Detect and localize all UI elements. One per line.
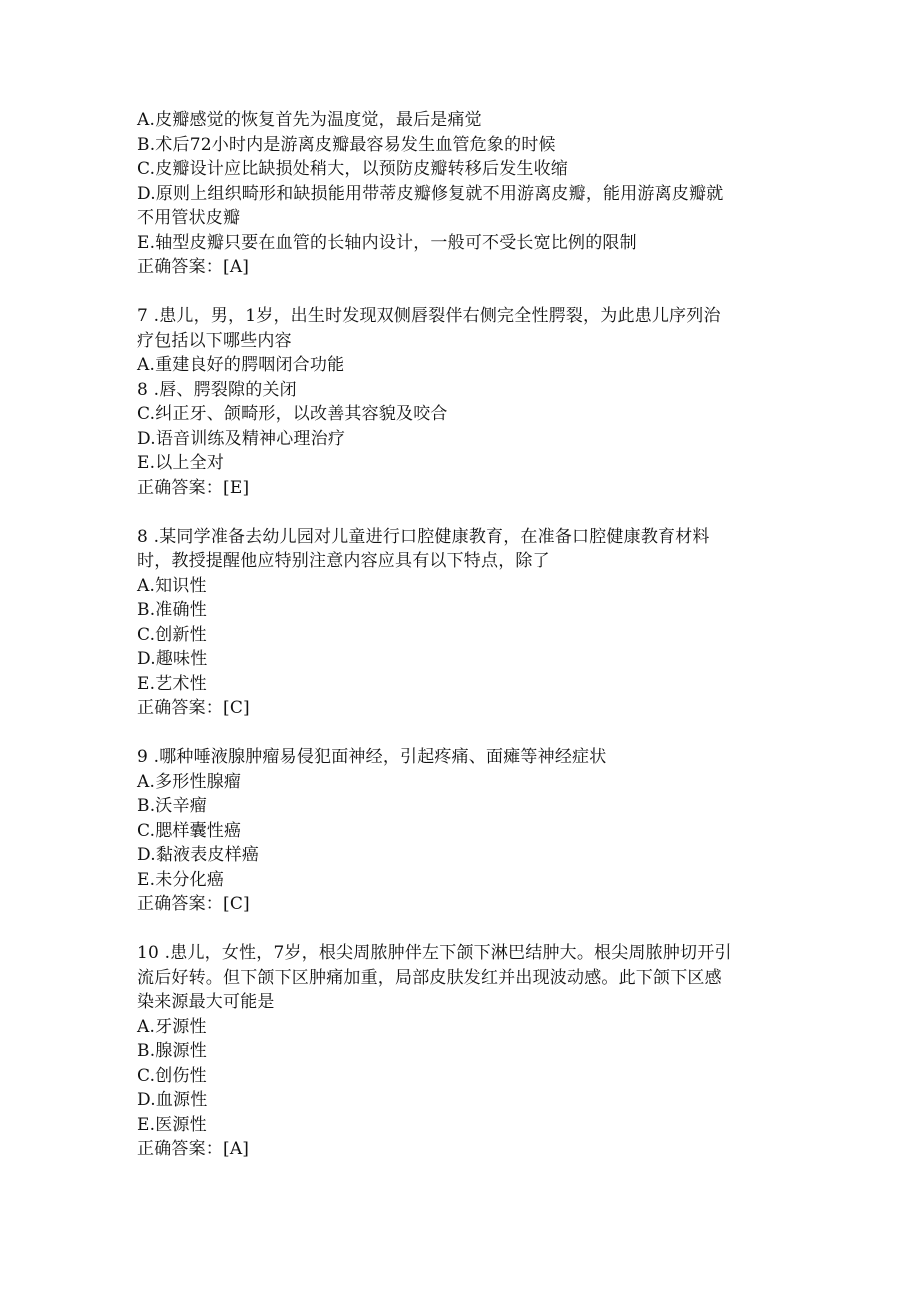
option-d: D.黏液表皮样癌 — [137, 845, 260, 865]
option-c: C.皮瓣设计应比缺损处稍大，以预防皮瓣转移后发生收缩 — [137, 159, 569, 179]
option-e: E.医源性 — [137, 1114, 207, 1135]
option-d: D.语音训练及精神心理治疗 — [137, 428, 346, 449]
option-d: D.趣味性 — [137, 649, 208, 669]
option-b: 8 .唇、腭裂隙的关闭 — [137, 379, 297, 400]
option-a: A.重建良好的腭咽闭合功能 — [137, 355, 345, 375]
answer: 正确答案：[C] — [137, 894, 250, 914]
answer: 正确答案：[A] — [137, 257, 250, 277]
question-stem-continued: 时，教授提醒他应特别注意内容应具有以下特点，除了 — [137, 551, 550, 571]
option-a: A.知识性 — [137, 575, 207, 596]
answer: 正确答案：[C] — [137, 698, 250, 718]
question-stem: 10 .患儿，女性，7岁，根尖周脓肿伴左下颌下淋巴结肿大。根尖周脓肿切开引 — [137, 943, 732, 963]
option-e: E.以上全对 — [137, 453, 225, 473]
question-stem-continued: 流后好转。但下颌下区肿痛加重，局部皮肤发红并出现波动感。此下颌下区感 — [137, 967, 722, 988]
option-c: C.创新性 — [137, 624, 207, 645]
question-stem: 7 .患儿，男，1岁，出生时发现双侧唇裂伴右侧完全性腭裂，为此患儿序列治 — [137, 306, 721, 326]
question-6-tail — [137, 108, 777, 280]
option-c: C.创伤性 — [137, 1065, 207, 1086]
option-b: B.术后72小时内是游离皮瓣最容易发生血管危象的时候 — [137, 134, 556, 155]
question-10 — [137, 941, 777, 1162]
question-stem: 9 .哪种唾液腺肿瘤易侵犯面神经，引起疼痛、面瘫等神经症状 — [137, 747, 607, 767]
option-d: D.原则上组织畸形和缺损能用带蒂皮瓣修复就不用游离皮瓣，能用游离皮瓣就 — [137, 183, 724, 204]
answer: 正确答案：[A] — [137, 1139, 250, 1159]
question-7 — [137, 304, 777, 500]
option-e: E.未分化癌 — [137, 869, 225, 890]
option-a: A.牙源性 — [137, 1016, 207, 1037]
option-e: E.艺术性 — [137, 673, 207, 694]
option-b: B.沃辛瘤 — [137, 796, 207, 816]
question-stem-continued: 疗包括以下哪些内容 — [137, 330, 292, 351]
option-a: A.多形性腺瘤 — [137, 771, 242, 792]
question-stem-continued-2: 染来源最大可能是 — [137, 992, 275, 1012]
option-d-continued: 不用管状皮瓣 — [137, 208, 241, 228]
answer: 正确答案：[E] — [137, 477, 250, 498]
option-b: B.准确性 — [137, 600, 207, 620]
option-c: C.腮样囊性癌 — [137, 820, 242, 841]
option-c: C.纠正牙、颌畸形，以改善其容貌及咬合 — [137, 404, 448, 424]
option-a: A.皮瓣感觉的恢复首先为温度觉，最后是痛觉 — [137, 110, 482, 130]
question-stem: 8 .某同学准备去幼儿园对儿童进行口腔健康教育，在准备口腔健康教育材料 — [137, 526, 710, 547]
document-page — [137, 108, 777, 1186]
option-b: B.腺源性 — [137, 1041, 207, 1061]
option-d: D.血源性 — [137, 1090, 208, 1110]
question-8 — [137, 525, 777, 721]
question-9 — [137, 745, 777, 917]
option-e: E.轴型皮瓣只要在血管的长轴内设计，一般可不受长宽比例的限制 — [137, 232, 637, 253]
